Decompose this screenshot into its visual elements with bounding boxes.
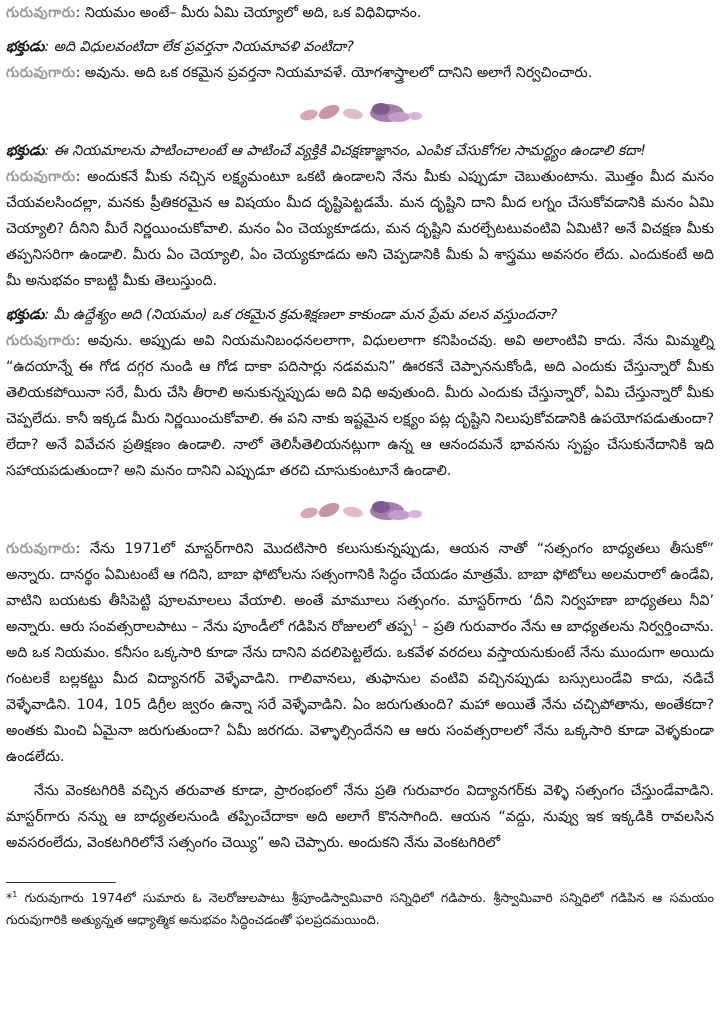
paragraph-text: : అందుకనే మీకు నచ్చిన లక్ష్యమంటూ ఒకటి ఉండాలని నేను మీకు ఎప్పుడూ చెబుతుంటాను. మొత్తం మీద మనం చేయవలసిందల్లా, మనకు ప్రీతికరమైన ఆ విషయం మీద దృష్టిపెట్టడమే. మన దృష్టిని దాని మీద లగ్నం చేసుకోవడానికి మనం ఏమి చెయ్యాలి? దీనిని మీరే నిర్ణయించుకోవాలి. మనం ఏం చెయ్యకూడదు, మన దృష్టిని మరల్చేటటువంటివి ఏమిటి? అనే విచక్షణ మీకు తప్పనిసరిగా ఉండాలి. మీరు ఏం చెయ్యాలి, ఏం చెయ్యకూడదు అని చెప్పడానికి మీకు ఏ శాస్త్రము అవసరం లేదు. ఎందుకంటే అది మీ అనుభవం కాబట్టి మీకు తెలుస్తుంది. xyxy=(6,169,714,289)
footnote-marker: * xyxy=(6,890,13,905)
paragraph-text: : అవును. అది ఒక రకమైన ప్రవర్తనా నియమావళే. యోగశాస్త్రాలలో దానిని అలాగే నిర్వచించారు. xyxy=(75,65,593,81)
paragraph-text: నేను వెంకటగిరికి వచ్చిన తరువాత కూడా, ప్రారంభంలో నేను ప్రతి గురువారం విద్యానగర్‌కు వెళ్ళి సత్సంగం చేస్తుండేవాడిని. మాస్టర్‌గారు నన్ను ఆ బాధ్యతలనుండి తప్పించేదాకా అది అలాగే కొనసాగింది. ఆయన “వద్దు, నువ్వు ఇక ఇక్కడికి రావలసిన అవసరంలేదు, వెంకటగిరిలోనే సత్సంగం చెయ్యి” అని చెప్పారు. అందుకని నేను వెంకటగిరిలో xyxy=(6,783,714,851)
question-devotee-1 xyxy=(6,34,714,60)
paragraph-text: : నియమం అంటే– మీరు ఏమి చెయ్యాలో అది, ఒక విధివిధానం. xyxy=(75,5,422,21)
speaker-label-guru: గురువుగారు xyxy=(6,65,76,81)
speaker-label-guru: గురువుగారు xyxy=(6,5,76,21)
speaker-label-guru: గురువుగారు xyxy=(6,169,76,185)
question-text: : ఈ నియమాలను పాటించాలంటే ఆ పాటించే వ్యక్తికి విచక్షణాజ్ఞానం, ఎంపిక చేసుకోగల సామర్థ్యం ఉండాలి కదా! xyxy=(44,143,646,159)
speaker-label-guru: గురువుగారు xyxy=(6,333,76,349)
question-devotee-3 xyxy=(6,302,714,328)
footnote-divider xyxy=(6,882,116,883)
question-devotee-2 xyxy=(6,138,714,164)
footnote-number: 1 xyxy=(12,889,18,899)
speaker-label-guru: గురువుగారు xyxy=(6,541,76,557)
document-page xyxy=(6,0,714,931)
paragraph-text: : నేను 1971లో మాస్టర్‌గారిని మొదటిసారి కలుసుకున్నప్పుడు, ఆయన నాతో “సత్సంగం బాధ్యతలు తీసుకో” అన్నారు. దానర్థం ఏమిటంటే ఆ గదిని, బాబా ఫోటోలను సత్సంగానికి సిద్ధం చేయడం మాత్రమే. బాబా ఫోటోలు అలమరాలో ఉండేవి, వాటిని బయటకు తీసిపెట్టి పూలమాలలు వేయాలి. అంతే మామూలు సత్సంగం. మాస్టర్‌గారు ‘దీని నిర్వహణా బాధ్యతలు నీవి’ అన్నారు. ఆరు సంవత్సరాలపాటు – నేను పూండీలో గడిపిన రోజులలో తప్ప xyxy=(6,541,714,635)
paragraph-guru-4 xyxy=(6,328,714,484)
question-text: : అది విధులవంటిదా లేక ప్రవర్తనా నియమావళి వంటిదా? xyxy=(44,39,354,55)
footnote-text: గురువుగారు 1974లో సుమారు ఓ నెలరోజులపాటు శ్రీపూండిస్వామివారి సన్నిధిలో గడిపారు. శ్రీస్వామివారి సన్నిధిలో గడిపిన ఆ సమయం గురువుగారికి అత్యున్నత ఆధ్యాత్మిక అనుభవం సిద్ధించడంతో ఫలప్రదమయింది. xyxy=(6,890,714,927)
paragraph-guru-5 xyxy=(6,536,714,770)
paragraph-guru-1 xyxy=(6,0,714,26)
paragraph-text-continued: – ప్రతి గురువారం నేను ఆ బాధ్యతలను నిర్వర్తించాను. అది ఒక నియమం. కనీసం ఒక్కసారి కూడా నేను దానిని వదలిపెట్టలేదు. ఒకవేళ వరదలు వస్తాయనుకుంటే నేను ముందుగా అయిదు గంటలకే బల్లకట్టు మీద విద్యానగర్ వెళ్ళేవాడిని. గాలివానలు, తుఫానుల వంటివి వచ్చినప్పుడు బస్సులుండేవి కాదు, నడిచే వెళ్ళేవాడిని. 104, 105 డిగ్రీల జ్వరం ఉన్నా సరే వెళ్ళేవాడిని. ఏం జరుగుతుంది? మహా అయితే నేను చచ్చిపోతాను, అంతేకదా? అంతకు మించి ఏమైనా జరుగుతుందా? ఏమీ జరగదు. వెళ్ళాల్సిందేనని ఆ ఆరు సంవత్సరాలలో నేను ఒక్కసారి కూడా వెళ్ళకుండా ఉండలేదు. xyxy=(6,619,714,765)
speaker-label-devotee: భక్తుడు xyxy=(6,39,45,55)
paragraph-6 xyxy=(6,778,714,856)
footnote-reference[interactable]: 1 xyxy=(412,618,418,628)
rose-petals-divider-icon xyxy=(6,494,714,524)
paragraph-text: : అవును. అప్పుడు అవి నియమనిబంధనలలాగా, విధులలాగా కనిపించవు. అవి అలాంటివి కాదు. నేను మిమ్మల్ని “ఉదయాన్నే ఈ గోడ దగ్గర నుండి ఆ గోడ దాకా పదిసార్లు నడవమని” ఊరకనే చెప్పాననుకోండి, అది ఎందుకు చేస్తున్నారో మీకు తెలియకపోయినా సరే, మీరు చేసి తీరాలి అనుకున్నప్పుడు అది విధి అవుతుంది. మీరు ఎందుకు చేస్తున్నారో, ఏమి చేస్తున్నారో మీకు చెప్పలేదు. కానీ ఇక్కడ మీరు నిర్ణయించుకోవాలి. ఈ పని నాకు ఇష్టమైన లక్ష్యం పట్ల దృష్టిని నిలుపుకోవడానికి ఉపయోగపడుతుందా? లేదా? అనే వివేచన ప్రతిక్షణం ఉండాలి. నాలో తెలిసీతెలియనట్లుగా ఉన్న ఆ ఆనందమనే భావనను స్పష్టం చేసుకునేదానికి ఇది సహాయపడుతుందా? అని మనం దానిని ఎప్పుడూ తరచి చూసుకుంటూనే ఉండాలి. xyxy=(6,333,714,479)
paragraph-guru-2 xyxy=(6,60,714,86)
paragraph-guru-3 xyxy=(6,164,714,294)
speaker-label-devotee: భక్తుడు xyxy=(6,143,45,159)
rose-petals-divider-icon xyxy=(6,96,714,126)
footnote xyxy=(6,887,714,931)
speaker-label-devotee: భక్తుడు xyxy=(6,307,45,323)
question-text: : మీ ఉద్దేశ్యం అది (నియమం) ఒక రకమైన క్రమశిక్షణలా కాకుండా మన ప్రేమ వలన వస్తుందనా? xyxy=(44,307,558,323)
